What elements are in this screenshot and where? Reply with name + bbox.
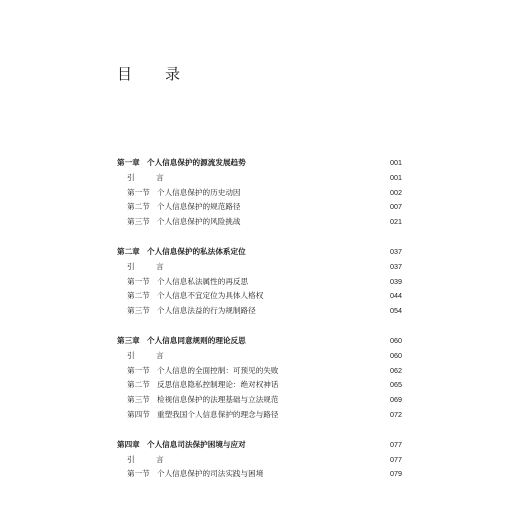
entry-label xyxy=(127,289,263,304)
entry-page-number: 079 xyxy=(390,469,402,479)
chapter-title: 个人信息保护的源流发展趋势 xyxy=(147,158,246,167)
chapter-page-number: 077 xyxy=(390,439,402,449)
entry-title: 检视信息保护的法理基础与立法规范 xyxy=(157,395,279,405)
chapter-number: 第一章 xyxy=(117,158,140,167)
entry-page-number: 060 xyxy=(390,350,402,360)
section-row[interactable] xyxy=(117,200,402,215)
entry-page-number: 002 xyxy=(390,187,402,197)
chapter-row[interactable] xyxy=(117,245,402,260)
intro-row[interactable] xyxy=(117,171,402,186)
entry-page-number: 044 xyxy=(390,291,402,301)
entry-label xyxy=(127,378,279,393)
entry-label xyxy=(127,467,263,482)
chapter-title: 个人信息保护的私法体系定位 xyxy=(147,246,246,256)
entry-label xyxy=(127,215,241,230)
entry-label xyxy=(127,200,241,215)
section-row[interactable] xyxy=(117,408,402,423)
entry-title: 个人信息法益的行为规制路径 xyxy=(157,306,256,316)
entry-label xyxy=(127,171,171,186)
entry-page-number: 077 xyxy=(390,454,402,464)
section-number: 第三节 xyxy=(127,306,150,316)
section-number: 第三节 xyxy=(127,395,150,405)
section-number: 第一节 xyxy=(127,365,150,375)
intro-row[interactable] xyxy=(117,260,402,275)
chapter-row[interactable] xyxy=(117,334,402,349)
entry-title: 引 言 xyxy=(127,261,171,271)
entry-title: 个人信息保护的历史动因 xyxy=(157,187,241,197)
section-row[interactable] xyxy=(117,289,402,304)
chapter-block xyxy=(117,156,402,230)
section-number: 第二节 xyxy=(127,380,150,390)
section-number: 第一节 xyxy=(127,276,150,286)
entry-page-number: 037 xyxy=(390,261,402,271)
section-number: 第三节 xyxy=(127,217,150,227)
entry-label xyxy=(127,304,256,319)
intro-row[interactable] xyxy=(117,349,402,364)
entry-title: 引 言 xyxy=(127,172,171,182)
chapter-page-number: 001 xyxy=(390,158,402,167)
section-number: 第一节 xyxy=(127,187,150,197)
entry-label xyxy=(127,408,279,423)
chapter-label xyxy=(117,438,246,453)
entry-title: 引 言 xyxy=(127,350,171,360)
section-number: 第四节 xyxy=(127,409,150,419)
chapter-label xyxy=(117,334,246,349)
section-row[interactable] xyxy=(117,364,402,379)
entry-label xyxy=(127,453,171,468)
entry-title: 个人信息不宜定位为具体人格权 xyxy=(157,291,264,301)
section-row[interactable] xyxy=(117,378,402,393)
chapter-row[interactable] xyxy=(117,156,402,171)
entry-page-number: 072 xyxy=(390,409,402,419)
entry-page-number: 021 xyxy=(390,217,402,227)
chapter-page-number: 060 xyxy=(390,335,402,345)
chapter-block xyxy=(117,438,402,482)
entry-page-number: 065 xyxy=(390,380,402,390)
toc-title: 目 录 xyxy=(117,65,190,83)
section-row[interactable] xyxy=(117,467,402,482)
entry-title: 个人信息私法属性的再反思 xyxy=(157,276,249,286)
entry-label xyxy=(127,275,248,290)
entry-label xyxy=(127,260,171,275)
section-row[interactable] xyxy=(117,275,402,290)
entry-title: 个人信息的全面控制：可预见的失败 xyxy=(157,365,279,375)
entry-label xyxy=(127,186,241,201)
section-row[interactable] xyxy=(117,186,402,201)
section-number: 第二节 xyxy=(127,202,150,212)
section-row[interactable] xyxy=(117,215,402,230)
entry-page-number: 062 xyxy=(390,365,402,375)
chapter-row[interactable] xyxy=(117,438,402,453)
chapter-block xyxy=(117,245,402,319)
entry-title: 个人信息保护的司法实践与困境 xyxy=(157,469,264,479)
entry-label xyxy=(127,349,171,364)
chapter-label xyxy=(117,156,246,171)
chapter-block xyxy=(117,334,402,423)
entry-title: 引 言 xyxy=(127,454,171,464)
chapter-label xyxy=(117,245,246,260)
entry-label xyxy=(127,393,279,408)
entry-page-number: 054 xyxy=(390,306,402,316)
entry-title: 重塑我国个人信息保护的理念与路径 xyxy=(157,409,279,419)
chapter-number: 第四章 xyxy=(117,439,140,449)
entry-page-number: 039 xyxy=(390,276,402,286)
intro-row[interactable] xyxy=(117,453,402,468)
chapter-title: 个人信息同意规则的理论反思 xyxy=(147,335,246,345)
chapter-title: 个人信息司法保护困境与应对 xyxy=(147,439,246,449)
section-number: 第二节 xyxy=(127,291,150,301)
entry-title: 个人信息保护的规范路径 xyxy=(157,202,241,212)
entry-page-number: 069 xyxy=(390,395,402,405)
chapter-page-number: 037 xyxy=(390,246,402,256)
section-row[interactable] xyxy=(117,304,402,319)
table-of-contents xyxy=(117,156,402,497)
chapter-number: 第三章 xyxy=(117,335,140,345)
section-number: 第一节 xyxy=(127,469,150,479)
entry-title: 反思信息隐私控制理论：绝对权神话 xyxy=(157,380,279,390)
section-row[interactable] xyxy=(117,393,402,408)
entry-page-number: 007 xyxy=(390,202,402,212)
chapter-number: 第二章 xyxy=(117,246,140,256)
entry-title: 个人信息保护的风险挑战 xyxy=(157,217,241,227)
entry-page-number: 001 xyxy=(390,172,402,182)
entry-label xyxy=(127,364,279,379)
